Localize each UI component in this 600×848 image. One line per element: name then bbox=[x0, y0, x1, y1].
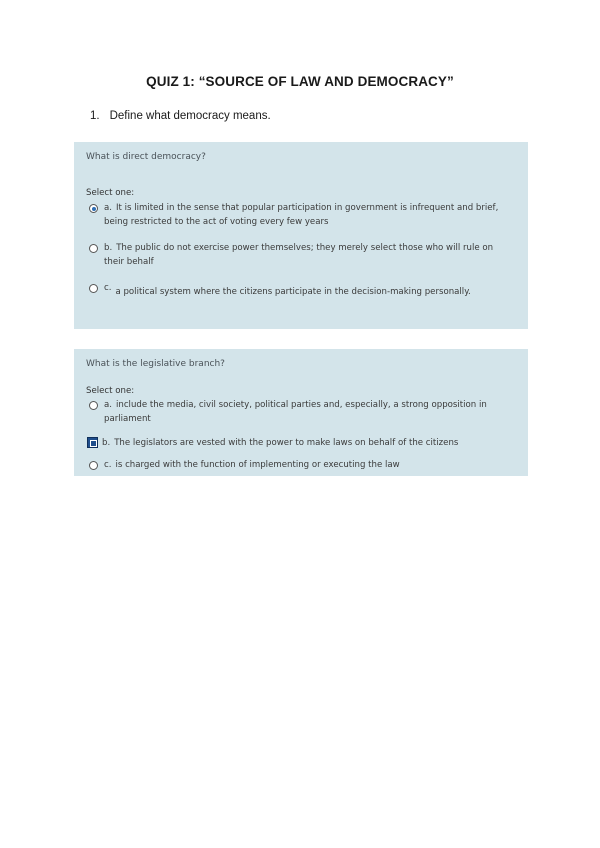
page-title: QUIZ 1: “SOURCE OF LAW AND DEMOCRACY” bbox=[146, 74, 454, 89]
answer-option-c[interactable] bbox=[86, 281, 514, 299]
option-letter: c. bbox=[104, 460, 112, 470]
radio-icon[interactable] bbox=[89, 401, 98, 410]
option-text: include the media, civil society, political parties and, especially, a strong opposition in parliament bbox=[104, 400, 487, 424]
panel-question-text: What is the legislative branch? bbox=[86, 359, 225, 369]
answer-option-a[interactable] bbox=[86, 201, 514, 229]
quiz-panel-direct-democracy bbox=[74, 142, 528, 329]
option-letter: a. bbox=[104, 400, 112, 410]
answer-option-label bbox=[104, 281, 514, 299]
answer-option-c[interactable] bbox=[86, 458, 514, 472]
option-letter: b. bbox=[102, 438, 111, 448]
panel-question-text: What is direct democracy? bbox=[86, 152, 206, 162]
option-letter: a. bbox=[104, 203, 112, 213]
radio-icon[interactable] bbox=[89, 244, 98, 253]
select-one-label: Select one: bbox=[86, 386, 135, 396]
option-text: is charged with the function of implementing or executing the law bbox=[115, 460, 400, 470]
quiz-panel-legislative-branch bbox=[74, 349, 528, 476]
question-number: 1. bbox=[90, 110, 100, 122]
selected-box-icon[interactable] bbox=[87, 437, 98, 448]
answer-option-label bbox=[104, 458, 514, 472]
radio-selected-icon[interactable] bbox=[89, 204, 98, 213]
question-item bbox=[90, 110, 271, 122]
option-text: The public do not exercise power themselves; they merely select those who will rule on their behalf bbox=[104, 243, 494, 267]
answer-option-label bbox=[104, 398, 514, 426]
option-letter: c. bbox=[104, 283, 112, 293]
answer-option-b[interactable] bbox=[86, 241, 514, 269]
radio-icon[interactable] bbox=[89, 461, 98, 470]
answer-option-label bbox=[104, 201, 514, 229]
option-text: a political system where the citizens participate in the decision-making personally. bbox=[115, 287, 471, 297]
option-text: It is limited in the sense that popular participation in government is infrequent and brief, being restricted to the act of voting every few years bbox=[104, 203, 499, 227]
question-text: Define what democracy means. bbox=[109, 110, 271, 122]
option-text: The legislators are vested with the power to make laws on behalf of the citizens bbox=[114, 438, 459, 448]
option-letter: b. bbox=[104, 243, 113, 253]
select-one-label: Select one: bbox=[86, 188, 135, 198]
answer-option-label bbox=[104, 241, 514, 269]
answer-option-b[interactable] bbox=[86, 436, 514, 450]
answer-option-a[interactable] bbox=[86, 398, 514, 426]
answer-option-label bbox=[102, 436, 514, 450]
radio-icon[interactable] bbox=[89, 284, 98, 293]
